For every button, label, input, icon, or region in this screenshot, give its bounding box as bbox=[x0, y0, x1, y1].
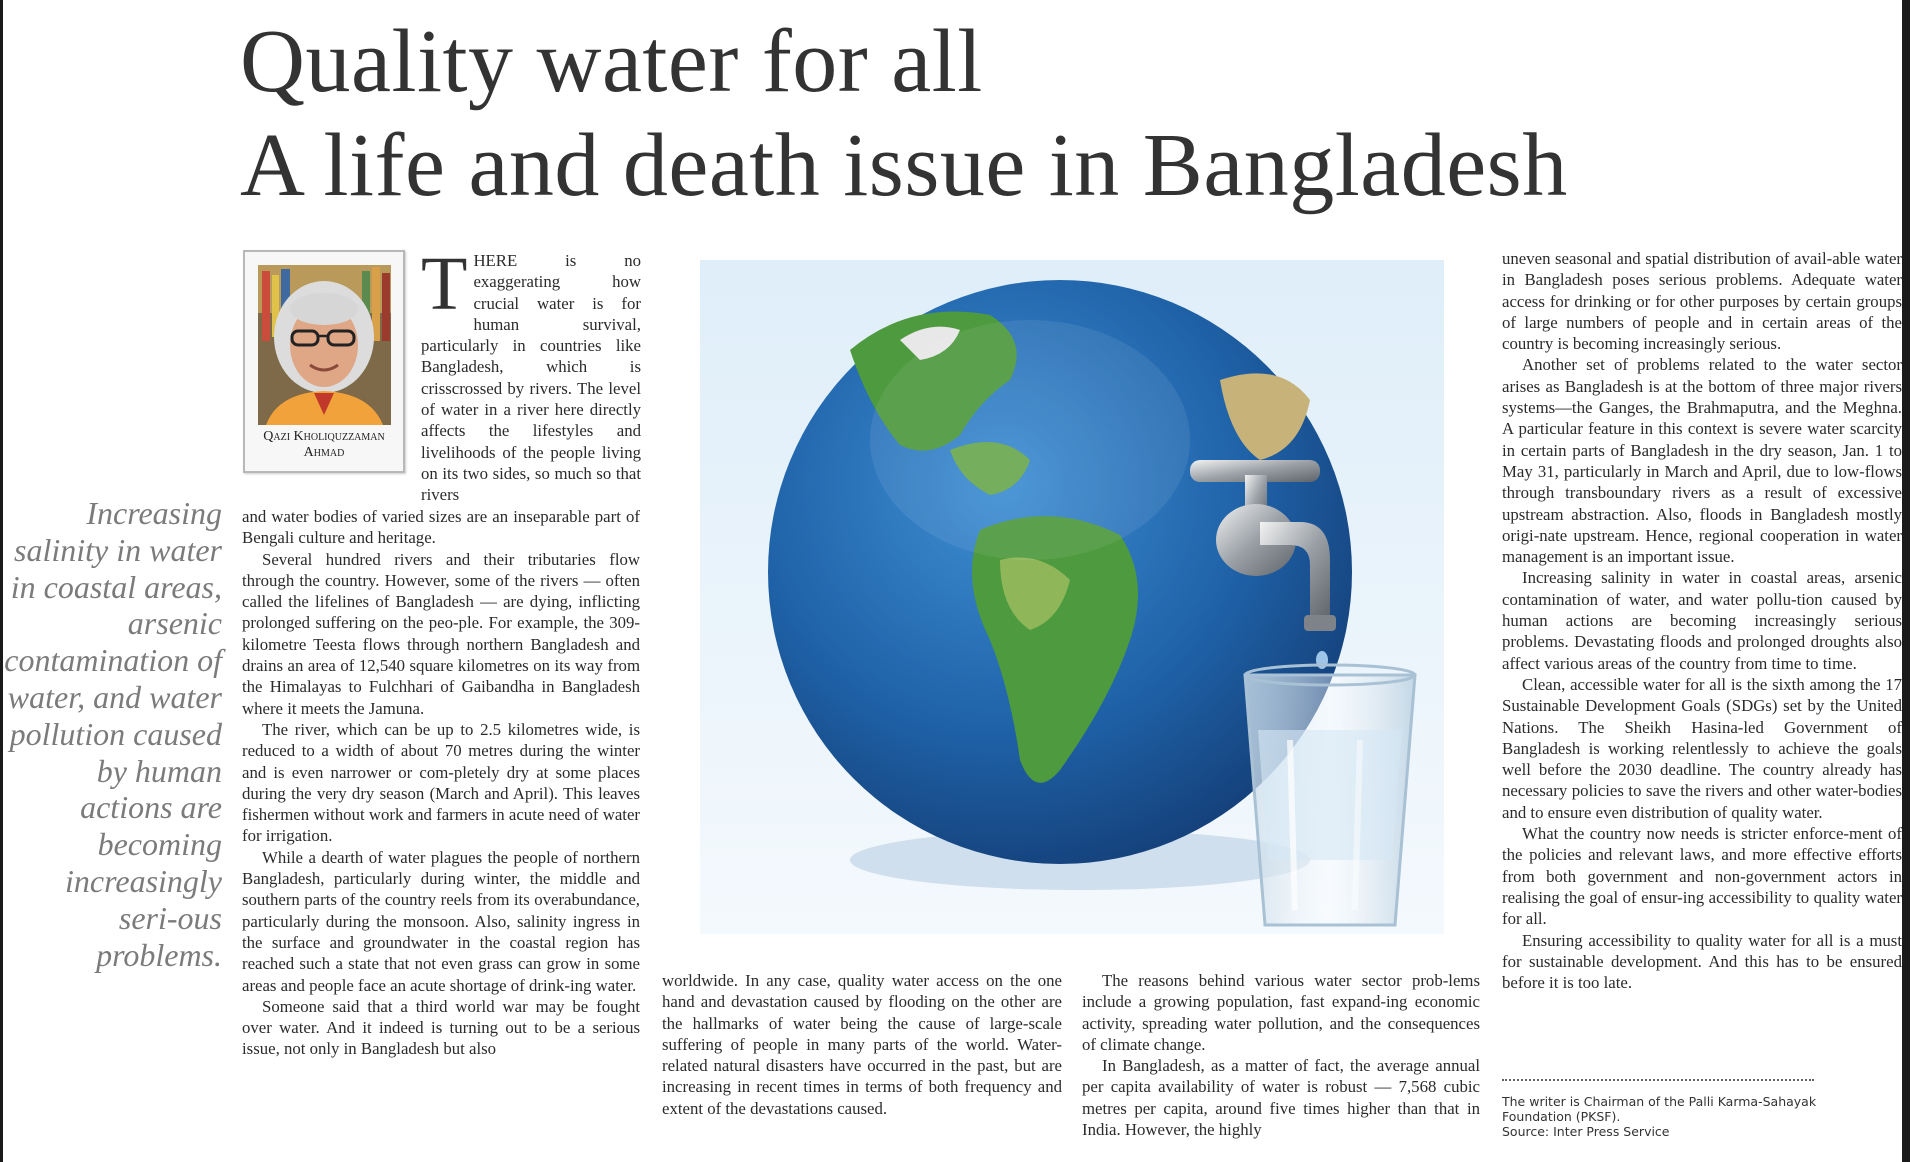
drop-cap: T bbox=[421, 242, 468, 326]
author-name-line-1: Qazi Kholiquzzaman bbox=[263, 429, 385, 444]
article-paragraph: Increasing salinity in water in coastal areas, arsenic contamination of water, and water pollu-tion caused by human actions are becoming increasingly serious problems. Devastating floods and prolonged droughts also affect various areas of the country from time to time. bbox=[1502, 568, 1902, 673]
article-column-3 bbox=[1082, 970, 1480, 1140]
footer-divider bbox=[1502, 1079, 1814, 1081]
article-column-1 bbox=[242, 506, 640, 1060]
headline-line-2: A life and death issue in Bangladesh bbox=[240, 116, 1568, 215]
article-paragraph: What the country now needs is stricter enforce-ment of the policies and relevant laws, and more effective efforts from both government and non-government actors in realising the goal of ensur-ing accessibility to quality water for all. bbox=[1502, 824, 1902, 929]
article-paragraph: While a dearth of water plagues the people of northern Bangladesh, particularly during winter, the middle and southern parts of the country reels from its overabundance, particularly during the monsoon. Also, salinity ingress in the surface and groundwater in the coastal region has reached such a state that not even grass can grow in some areas and people face an acute shortage of drink-ing water. bbox=[242, 847, 640, 995]
article-paragraph: The reasons behind various water sector prob-lems include a growing population, fast expand-ing economic activity, spreading water pollution, and the consequences of climate change. bbox=[1082, 971, 1480, 1054]
article-column-1-top bbox=[421, 242, 641, 506]
article-paragraph: Ensuring accessibility to quality water for all is a must for sustainable development. And this has to be ensured before it is too late. bbox=[1502, 930, 1902, 993]
article-paragraph: Several hundred rivers and their tributaries flow through the country. However, some of the rivers — often called the lifelines of Bangladesh — are dying, inflicting prolonged suffering on the peo-ple. For example, the 309-kilometre Teesta flows through northern Bangladesh and drains an area of 12,540 square kilometres on its way from the Himalayas to Fulchhari of Gaibandha in Bangladesh where it meets the Jamuna. bbox=[242, 549, 640, 718]
author-caption bbox=[245, 429, 403, 461]
article-paragraph bbox=[421, 242, 641, 506]
right-page-edge bbox=[1902, 0, 1910, 1162]
pull-quote: Increasing salinity in water in coastal areas, arsenic contamination of water, and water pollution caused by human actions are becoming increasingly seri-ous problems. bbox=[4, 495, 222, 973]
article-column-4 bbox=[1502, 248, 1902, 993]
article-paragraph: Someone said that a third world war may be fought over water. And it indeed is turning out to be a serious issue, not only in Bangladesh but also bbox=[242, 996, 640, 1059]
source-credit: Source: Inter Press Service bbox=[1502, 1124, 1670, 1139]
headline-line-1: Quality water for all bbox=[240, 12, 983, 111]
article-paragraph: In Bangladesh, as a matter of fact, the average annual per capita availability of water is robust — 7,568 cubic metres per capita, around five times higher than that in India. However, the highly bbox=[1082, 1056, 1480, 1140]
article-footer bbox=[1502, 1094, 1882, 1139]
glass-of-water bbox=[1245, 665, 1415, 925]
article-paragraph: worldwide. In any case, quality water access on the one hand and devastation caused by flooding on the other are the hallmarks of water being the cause of large-scale suffering of people in many parts of the world. Water-related natural disasters have occurred in the past, but are increasing in recent times in terms of both frequency and extent of the devastations caused. bbox=[662, 971, 1062, 1118]
article-opening-text: HERE is no exaggerating how crucial water is for human survival, particularly in countries like Bangladesh, which is crisscrossed by rivers. The level of water in a river here directly affects the lifestyles and livelihoods of the people living on its two sides, so much so that rivers bbox=[421, 251, 641, 505]
article-paragraph: uneven seasonal and spatial distribution of avail-able water in Bangladesh poses serious problems. Adequate water access for drinking or for other purposes by certain groups of large numbers of people and in certain areas of the country is becoming increasingly serious. bbox=[1502, 249, 1902, 354]
author-portrait bbox=[258, 265, 391, 425]
article-paragraph: and water bodies of varied sizes are an inseparable part of Bengali culture and heritage. bbox=[242, 507, 640, 548]
globe-tap-illustration bbox=[700, 260, 1444, 934]
headline bbox=[240, 10, 1568, 218]
article-paragraph: The river, which can be up to 2.5 kilometres wide, is reduced to a width of about 70 metres during the winter and is even narrower or com-pletely dry at some places during the very dry season (March and April). This leaves fishermen without work and farmers in acute need of water for irrigation. bbox=[242, 719, 640, 846]
writer-credit: The writer is Chairman of the Palli Karma-Sahayak Foundation (PKSF). bbox=[1502, 1094, 1817, 1124]
article-paragraph: Clean, accessible water for all is the sixth among the 17 Sustainable Development Goals (SDGs) set by the United Nations. The Sheikh Hasina-led Government of Bangladesh is working relentlessly to achieve the goals well before the 2030 deadline. The country already has necessary policies to save the rivers and other water-bodies and to ensure even distribution of quality water. bbox=[1502, 674, 1902, 822]
author-photo-box bbox=[243, 250, 405, 473]
article-paragraph: Another set of problems related to the water sector arises as Bangladesh is at the bottom of three major rivers systems—the Ganges, the Brahmaputra, and the Meghna. A particular feature in this context is severe water scarcity in certain parts of Bangladesh in the dry season, Jan. 1 to May 31, particularly in March and April, due to low-flows through transboundary rivers as a result of excessive upstream abstraction. Also, floods in Bangladesh mostly origi-nate upstream. Hence, regional cooperation in water management is an important issue. bbox=[1502, 355, 1902, 567]
article-column-2 bbox=[662, 970, 1062, 1119]
author-name-line-2: Ahmad bbox=[303, 445, 345, 460]
